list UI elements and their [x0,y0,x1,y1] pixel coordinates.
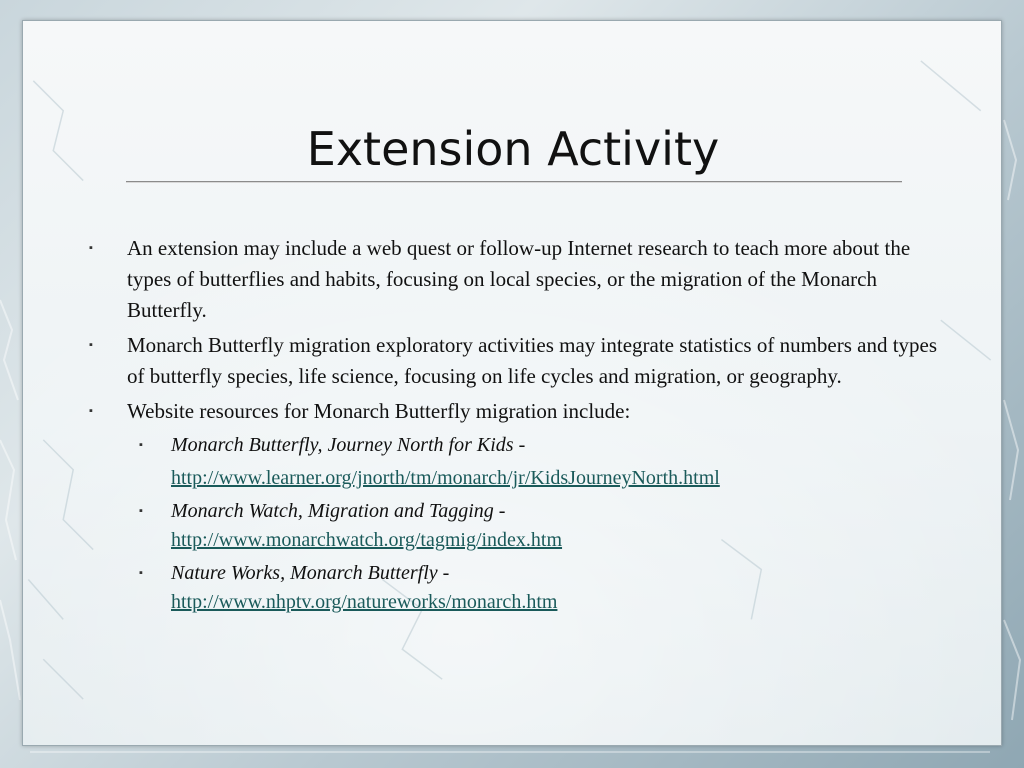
square-bullet-icon: ▪ [139,505,143,517]
square-bullet-icon: ▪ [89,339,93,351]
bullet-item [89,330,949,392]
bullet-text: Monarch Butterfly migration exploratory activities may integrate statistics of numbers and types of butterfly species, life science, focusing on life cycles and migration, or geography. [127,333,938,388]
slide-content [89,233,949,621]
resource-title: Monarch Watch, Migration and Tagging - [171,500,506,522]
bullet-item [89,233,949,326]
bullet-text: Website resources for Monarch Butterfly migration include: [127,399,631,423]
square-bullet-icon: ▪ [89,242,93,254]
resource-link[interactable]: http://www.nhptv.org/natureworks/monarch.htm [171,591,558,613]
resource-item [89,431,949,493]
slide [22,20,1002,746]
resource-link[interactable]: http://www.monarchwatch.org/tagmig/index.htm [171,529,563,551]
resource-list [89,431,949,617]
resource-item [89,559,949,617]
bullet-item [89,396,949,427]
bullet-text: An extension may include a web quest or follow-up Internet research to teach more about the types of butterflies and habits, focusing on local species, or the migration of the Monarch Butterfly. [127,236,911,322]
resource-title: Nature Works, Monarch Butterfly - [171,562,450,584]
title-divider [126,181,902,183]
resource-link[interactable]: http://www.learner.org/jnorth/tm/monarch/jr/KidsJourneyNorth.html [171,467,720,489]
resource-title: Monarch Butterfly, Journey North for Kids - [171,434,526,456]
slide-title: Extension Activity [306,122,720,176]
square-bullet-icon: ▪ [139,567,143,579]
resource-item [89,497,949,555]
square-bullet-icon: ▪ [139,439,143,451]
square-bullet-icon: ▪ [89,405,93,417]
bullet-list [89,233,949,427]
